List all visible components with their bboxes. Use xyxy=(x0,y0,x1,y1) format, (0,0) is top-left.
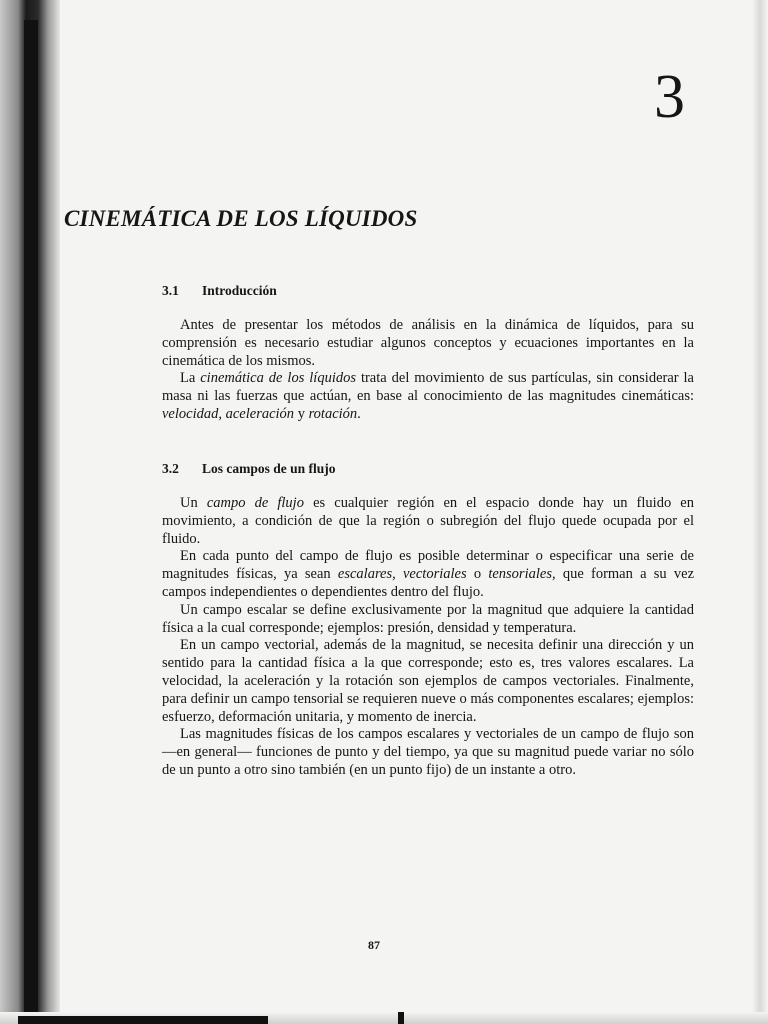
page-number: 87 xyxy=(368,938,380,952)
text-run: trata del movimiento de sus partículas, sin considerar la masa ni las fuerzas que actúan, en base al conocimiento de las magnitudes cinemáticas: xyxy=(162,370,694,405)
paragraph xyxy=(162,495,694,548)
book-binding-edge xyxy=(24,20,38,1020)
emphasis-text: tensoriales, xyxy=(488,566,556,583)
chapter-number: 3 xyxy=(654,63,685,131)
emphasis-text: rotación xyxy=(308,405,358,422)
text-run: En cada punto del campo de flujo es posible determinar o especificar una serie de magnitudes físicas, ya sean xyxy=(162,548,694,583)
paragraph xyxy=(162,548,694,601)
emphasis-text: velocidad, aceleración xyxy=(162,405,295,422)
section-body-3-2 xyxy=(162,495,694,780)
text-run: o xyxy=(466,566,489,583)
text-run: Un xyxy=(180,495,207,511)
page-right-edge xyxy=(752,0,768,1024)
paragraph xyxy=(162,370,694,423)
text-run: . xyxy=(357,405,361,422)
bottom-binding-mark xyxy=(18,1016,268,1024)
section-title: Los campos de un flujo xyxy=(202,461,336,476)
section-body-3-1 xyxy=(162,317,694,424)
emphasis-text: escalares, vectoriales xyxy=(337,566,467,583)
chapter-title: CINEMÁTICA DE LOS LÍQUIDOS xyxy=(64,206,418,231)
paragraph: Las magnitudes físicas de los campos escalares y vectoriales de un campo de flujo son —en general— funciones de punto y del tiempo, ya que su magnitud puede variar no sólo de un punto a otro sino también (en un punto fijo) de un instante a otro. xyxy=(162,726,694,778)
paragraph: Un campo escalar se define exclusivamente por la magnitud que adquiere la cantidad física a la cual corresponde; ejemplos: presión, densidad y temperatura. xyxy=(162,601,694,636)
emphasis-text: cinemática de los líquidos xyxy=(200,370,357,387)
section-number: 3.2 xyxy=(162,461,179,476)
paragraph: En un campo vectorial, además de la magnitud, se necesita definir una dirección y un sentido para la cantidad física a la que corresponde; esto es, tres valores escalares. La velocidad, la aceleración y la rotación son ejemplos de campos vectoriales. Finalmente, para definir un campo tensorial se requieren nueve o más componentes escalares; ejemplos: esfuerzo, deformación unitaria, y momento de inercia. xyxy=(162,637,694,725)
text-run: La xyxy=(180,370,201,387)
paragraph: Antes de presentar los métodos de análisis en la dinámica de líquidos, para su comprensión es necesario estudiar algunos conceptos y ecuaciones importantes en la cinemática de los mismos. xyxy=(162,317,694,369)
section-number: 3.1 xyxy=(162,283,179,298)
section-heading-3-1 xyxy=(162,283,277,299)
emphasis-text: campo de flujo xyxy=(206,495,304,511)
bottom-center-mark xyxy=(398,1012,404,1024)
text-run: y xyxy=(294,405,309,422)
section-title: Introducción xyxy=(202,283,277,298)
section-heading-3-2 xyxy=(162,461,336,477)
text-run: es cualquier región en el espacio donde hay un fluido en movimiento, a condición de que la región o subregión del flujo quede ocupada por el fluido. xyxy=(162,495,694,547)
text-run: que forman a su vez campos independientes o dependientes dentro del flujo. xyxy=(162,566,695,600)
